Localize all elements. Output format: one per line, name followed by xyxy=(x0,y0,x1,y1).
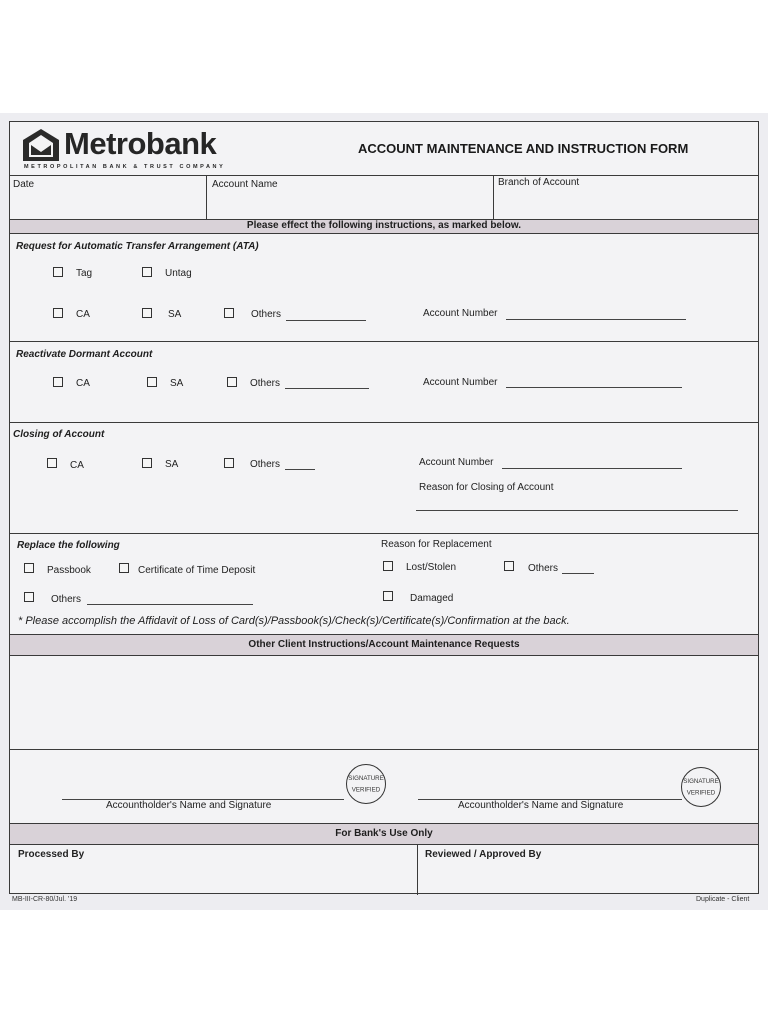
bank-use-band: For Bank's Use Only xyxy=(10,823,758,845)
tag-label: Tag xyxy=(76,268,93,279)
copy-designation: Duplicate - Client xyxy=(696,896,750,903)
metrobank-logo xyxy=(22,128,262,178)
dormant-sa-label: SA xyxy=(170,378,184,389)
tag-checkbox[interactable] xyxy=(53,267,63,277)
dormant-account-number-label: Account Number xyxy=(423,377,498,388)
ata-section-title: Request for Automatic Transfer Arrangement (ATA) xyxy=(16,241,259,252)
ata-others-field[interactable] xyxy=(286,320,366,321)
closing-sa-checkbox[interactable] xyxy=(142,458,152,468)
replace-section-title: Replace the following xyxy=(17,540,120,551)
passbook-checkbox[interactable] xyxy=(24,563,34,573)
affidavit-note: * Please accomplish the Affidavit of Loss of Card(s)/Passbook(s)/Check(s)/Certificate(s)/Confirmation at the back. xyxy=(18,615,570,627)
form-title: ACCOUNT MAINTENANCE AND INSTRUCTION FORM xyxy=(358,141,689,156)
stamp-bottom-text: VERIFIED xyxy=(351,786,381,794)
ata-others-label: Others xyxy=(251,309,282,320)
replace-others-label: Others xyxy=(51,594,82,605)
lost-stolen-label: Lost/Stolen xyxy=(406,562,457,573)
signature-stamp-icon xyxy=(347,765,385,803)
ata-ca-label: CA xyxy=(76,309,90,320)
account-name-label: Account Name xyxy=(212,179,278,190)
date-label: Date xyxy=(13,179,35,190)
replacement-reason-title: Reason for Replacement xyxy=(381,539,492,550)
untag-label: Untag xyxy=(165,268,192,279)
damaged-checkbox[interactable] xyxy=(383,591,393,601)
signature-stamp-icon xyxy=(682,768,720,806)
certificate-checkbox[interactable] xyxy=(119,563,129,573)
dormant-sa-checkbox[interactable] xyxy=(147,377,157,387)
dormant-others-label: Others xyxy=(250,378,281,389)
account-maintenance-form xyxy=(9,121,759,894)
branch-label: Branch of Account xyxy=(498,177,580,188)
brand-subtitle: METROPOLITAN BANK & TRUST COMPANY xyxy=(24,164,226,170)
processed-by-label: Processed By xyxy=(18,849,85,860)
untag-checkbox[interactable] xyxy=(142,267,152,277)
closing-reason-label: Reason for Closing of Account xyxy=(419,482,554,493)
ata-account-number-label: Account Number xyxy=(423,308,498,319)
reviewed-by-label: Reviewed / Approved By xyxy=(425,849,542,860)
other-instructions-area[interactable] xyxy=(10,657,758,749)
ata-others-checkbox[interactable] xyxy=(224,308,234,318)
dormant-others-field[interactable] xyxy=(285,388,369,389)
signature-verified-stamp-left xyxy=(346,764,386,804)
closing-account-number-label: Account Number xyxy=(419,457,494,468)
ata-ca-checkbox[interactable] xyxy=(53,308,63,318)
ata-sa-checkbox[interactable] xyxy=(142,308,152,318)
stamp-top-text: SIGNATURE xyxy=(683,778,719,786)
dormant-account-number-field[interactable] xyxy=(506,387,682,388)
reason-others-checkbox[interactable] xyxy=(504,561,514,571)
closing-ca-label: CA xyxy=(70,460,84,471)
reason-others-field[interactable] xyxy=(562,573,594,574)
ata-account-number-field[interactable] xyxy=(506,319,686,320)
form-code: MB-III-CR-80/Jul. '19 xyxy=(12,896,78,903)
dormant-others-checkbox[interactable] xyxy=(227,377,237,387)
stamp-top-text: SIGNATURE xyxy=(348,775,384,783)
dormant-ca-checkbox[interactable] xyxy=(53,377,63,387)
stamp-bottom-text: VERIFIED xyxy=(686,789,716,797)
closing-sa-label: SA xyxy=(165,459,179,470)
closing-ca-checkbox[interactable] xyxy=(47,458,57,468)
signature-verified-stamp-right xyxy=(681,767,721,807)
passbook-label: Passbook xyxy=(47,565,91,576)
closing-others-label: Others xyxy=(250,459,281,470)
closing-others-checkbox[interactable] xyxy=(224,458,234,468)
ata-sa-label: SA xyxy=(168,309,182,320)
closing-section-title: Closing of Account xyxy=(13,429,105,440)
right-signature-label: Accountholder's Name and Signature xyxy=(458,800,624,811)
instructions-band: Please effect the following instructions, as marked below. xyxy=(10,219,758,234)
other-instructions-band: Other Client Instructions/Account Maintenance Requests xyxy=(10,634,758,656)
replace-others-field[interactable] xyxy=(87,604,253,605)
lost-stolen-checkbox[interactable] xyxy=(383,561,393,571)
reason-others-label: Others xyxy=(528,563,559,574)
brand-name: Metrobank xyxy=(64,126,217,161)
dormant-section-title: Reactivate Dormant Account xyxy=(16,349,153,360)
left-signature-label: Accountholder's Name and Signature xyxy=(106,800,272,811)
certificate-label: Certificate of Time Deposit xyxy=(138,565,256,576)
closing-account-number-field[interactable] xyxy=(502,468,682,469)
dormant-ca-label: CA xyxy=(76,378,90,389)
replace-others-checkbox[interactable] xyxy=(24,592,34,602)
damaged-label: Damaged xyxy=(410,593,454,604)
metrobank-logo-icon xyxy=(22,128,60,162)
closing-others-field[interactable] xyxy=(285,469,315,470)
closing-reason-field[interactable] xyxy=(416,510,738,511)
